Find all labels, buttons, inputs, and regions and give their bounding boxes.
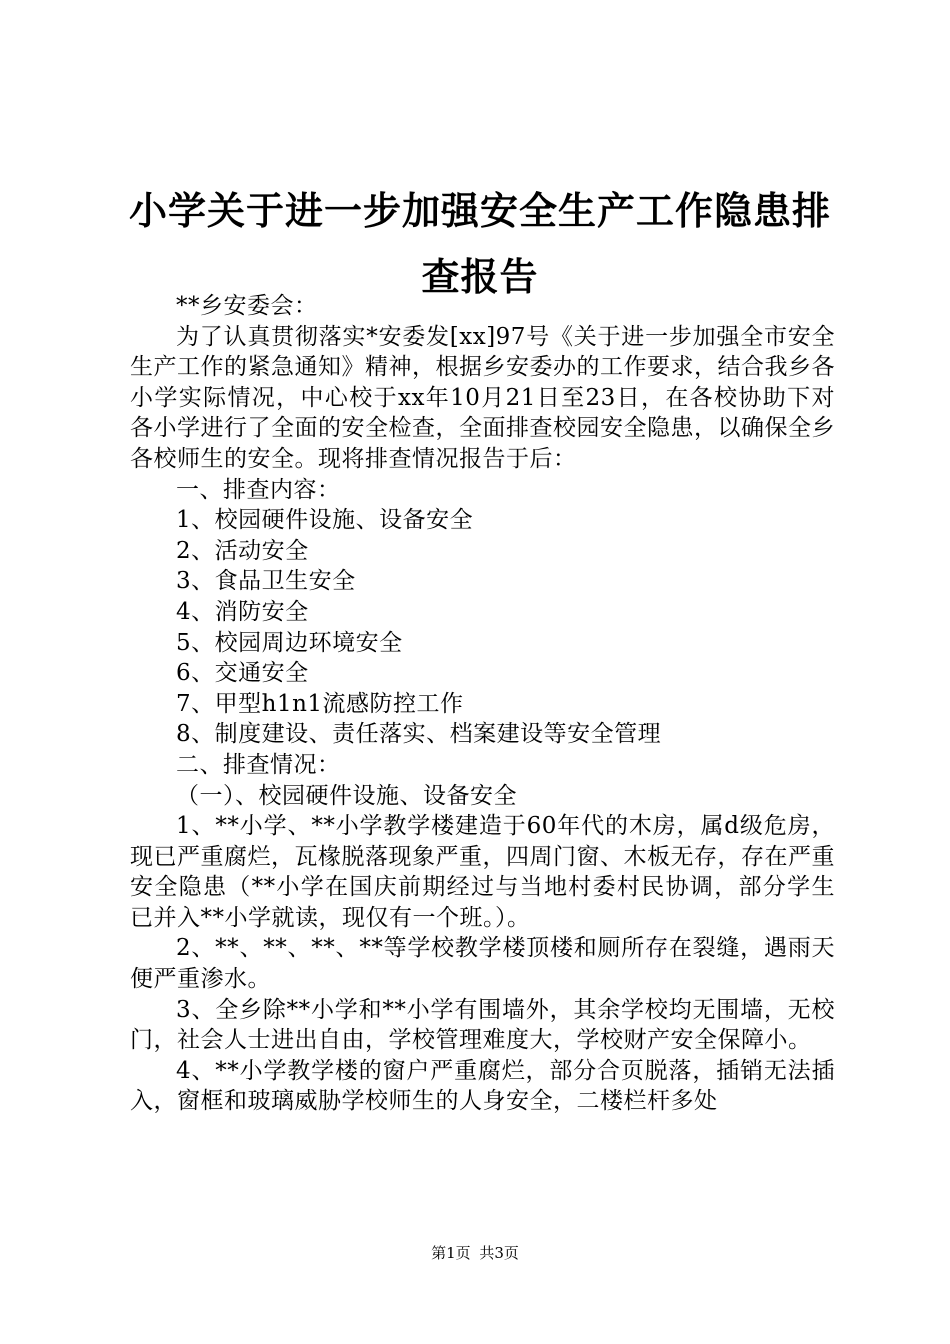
section-heading: 一、排查内容： bbox=[176, 476, 341, 503]
body-paragraph: 2、**、**、**、**等学校教学楼顶楼和厕所存在裂缝，遇雨天便严重渗水。 bbox=[130, 935, 835, 993]
page-number: 第1页 bbox=[431, 1244, 471, 1262]
list-item: 7、甲型h1n1流感防控工作 bbox=[176, 690, 464, 717]
salutation: **乡安委会： bbox=[176, 293, 318, 319]
body-paragraph: 4、**小学教学楼的窗户严重腐烂，部分合页脱落，插销无法插入，窗框和玻璃威胁学校师生的人身安全，二楼栏杆多处 bbox=[130, 1057, 835, 1115]
body-paragraph: 1、**小学、**小学教学楼建造于60年代的木房，属d级危房，现已严重腐烂，瓦椽脱落现象严重，四周门窗、木板无存，存在严重安全隐患（**小学在国庆前期经过与当地村委村民协调，部分学生已并入**小学就读，现仅有一个班。）。 bbox=[130, 813, 835, 931]
page-footer bbox=[0, 1243, 950, 1263]
document-body bbox=[130, 291, 835, 1117]
section-heading: 二、排查情况： bbox=[176, 751, 341, 778]
list-item: 8、制度建设、责任落实、档案建设等安全管理 bbox=[176, 721, 662, 748]
list-item: 6、交通安全 bbox=[176, 660, 309, 687]
body-paragraph: 3、全乡除**小学和**小学有围墙外，其余学校均无围墙，无校门，社会人士进出自由，学校管理难度大，学校财产安全保障小。 bbox=[130, 996, 835, 1054]
intro-paragraph: 为了认真贯彻落实*安委发[xx]97号《关于进一步加强全市安全生产工作的紧急通知》精神，根据乡安委办的工作要求，结合我乡各小学实际情况，中心校于xx年10月21日至23日，在各校协助下对各小学进行了全面的安全检查，全面排查校园安全隐患，以确保全乡各校师生的安全。现将排查情况报告于后： bbox=[130, 323, 835, 472]
page-total: 共3页 bbox=[479, 1244, 519, 1262]
list-item: 1、校园硬件设施、设备安全 bbox=[176, 507, 474, 534]
list-item: 2、活动安全 bbox=[176, 537, 309, 564]
list-item: 5、校园周边环境安全 bbox=[176, 629, 403, 656]
subsection-heading: （一）、校园硬件设施、设备安全 bbox=[176, 782, 517, 809]
list-item: 3、食品卫生安全 bbox=[176, 568, 356, 595]
document-title: 小学关于进一步加强安全生产工作隐患排查报告 bbox=[128, 188, 831, 299]
list-item: 4、消防安全 bbox=[176, 598, 309, 625]
